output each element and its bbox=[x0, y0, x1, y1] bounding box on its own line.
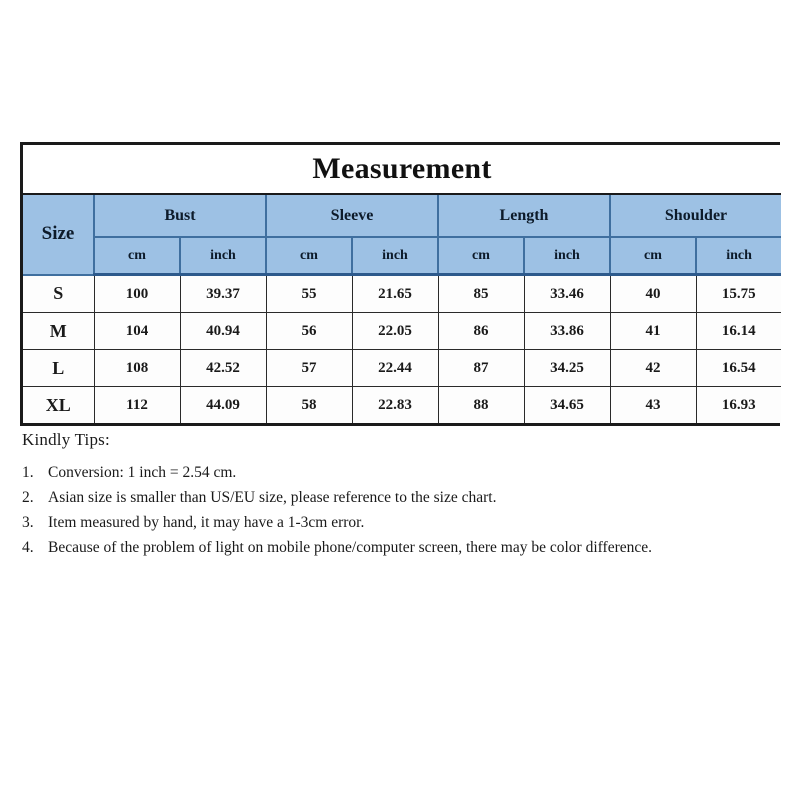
cell-bust-cm: 108 bbox=[94, 350, 180, 387]
row-size-label: L bbox=[23, 350, 94, 387]
tip-text: Asian size is smaller than US/EU size, please reference to the size chart. bbox=[48, 489, 497, 506]
measurement-table bbox=[23, 145, 781, 423]
chart-title: Measurement bbox=[23, 145, 781, 194]
header-group-shoulder: Shoulder bbox=[610, 194, 781, 237]
cell-length-inch: 34.25 bbox=[524, 350, 610, 387]
tip-text: Conversion: 1 inch = 2.54 cm. bbox=[48, 464, 237, 481]
header-group-length: Length bbox=[438, 194, 610, 237]
cell-shoulder-inch: 16.54 bbox=[696, 350, 781, 387]
table-row bbox=[23, 350, 781, 387]
cell-shoulder-cm: 42 bbox=[610, 350, 696, 387]
tips-list bbox=[22, 462, 662, 559]
cell-bust-inch: 40.94 bbox=[180, 313, 266, 350]
tip-text: Item measured by hand, it may have a 1-3cm error. bbox=[48, 514, 365, 531]
row-size-label: XL bbox=[23, 387, 94, 424]
cell-shoulder-inch: 15.75 bbox=[696, 275, 781, 313]
table-row bbox=[23, 275, 781, 313]
table-row bbox=[23, 313, 781, 350]
list-item bbox=[22, 512, 662, 534]
header-group-sleeve: Sleeve bbox=[266, 194, 438, 237]
table-group-header-row bbox=[23, 194, 781, 237]
header-unit-bust-cm: cm bbox=[94, 237, 180, 275]
tip-number: 2. bbox=[22, 489, 34, 506]
cell-bust-cm: 104 bbox=[94, 313, 180, 350]
cell-sleeve-cm: 55 bbox=[266, 275, 352, 313]
cell-sleeve-cm: 57 bbox=[266, 350, 352, 387]
header-size: Size bbox=[23, 194, 94, 275]
list-item bbox=[22, 487, 662, 509]
tips-heading: Kindly Tips: bbox=[22, 430, 110, 449]
list-item bbox=[22, 537, 662, 559]
cell-length-cm: 85 bbox=[438, 275, 524, 313]
cell-shoulder-inch: 16.14 bbox=[696, 313, 781, 350]
header-unit-shoulder-cm: cm bbox=[610, 237, 696, 275]
kindly-tips-section bbox=[22, 430, 662, 562]
cell-shoulder-cm: 43 bbox=[610, 387, 696, 424]
cell-length-inch: 33.86 bbox=[524, 313, 610, 350]
tip-number: 4. bbox=[22, 539, 34, 556]
table-row bbox=[23, 387, 781, 424]
cell-shoulder-cm: 41 bbox=[610, 313, 696, 350]
header-unit-length-cm: cm bbox=[438, 237, 524, 275]
cell-length-cm: 86 bbox=[438, 313, 524, 350]
header-unit-sleeve-inch: inch bbox=[352, 237, 438, 275]
cell-bust-inch: 44.09 bbox=[180, 387, 266, 424]
cell-length-inch: 33.46 bbox=[524, 275, 610, 313]
header-unit-bust-inch: inch bbox=[180, 237, 266, 275]
header-group-bust: Bust bbox=[94, 194, 266, 237]
row-size-label: S bbox=[23, 275, 94, 313]
tip-number: 3. bbox=[22, 514, 34, 531]
cell-sleeve-cm: 58 bbox=[266, 387, 352, 424]
row-size-label: M bbox=[23, 313, 94, 350]
cell-sleeve-inch: 22.83 bbox=[352, 387, 438, 424]
cell-bust-inch: 39.37 bbox=[180, 275, 266, 313]
cell-sleeve-cm: 56 bbox=[266, 313, 352, 350]
table-title-row bbox=[23, 145, 781, 194]
list-item bbox=[22, 462, 662, 484]
header-unit-shoulder-inch: inch bbox=[696, 237, 781, 275]
cell-length-cm: 88 bbox=[438, 387, 524, 424]
cell-shoulder-cm: 40 bbox=[610, 275, 696, 313]
header-unit-sleeve-cm: cm bbox=[266, 237, 352, 275]
cell-sleeve-inch: 22.44 bbox=[352, 350, 438, 387]
cell-bust-cm: 112 bbox=[94, 387, 180, 424]
measurement-chart bbox=[20, 142, 780, 426]
header-unit-length-inch: inch bbox=[524, 237, 610, 275]
cell-length-inch: 34.65 bbox=[524, 387, 610, 424]
cell-length-cm: 87 bbox=[438, 350, 524, 387]
cell-sleeve-inch: 22.05 bbox=[352, 313, 438, 350]
table-unit-header-row bbox=[23, 237, 781, 275]
cell-bust-cm: 100 bbox=[94, 275, 180, 313]
cell-bust-inch: 42.52 bbox=[180, 350, 266, 387]
cell-sleeve-inch: 21.65 bbox=[352, 275, 438, 313]
cell-shoulder-inch: 16.93 bbox=[696, 387, 781, 424]
tip-number: 1. bbox=[22, 464, 34, 481]
tip-text: Because of the problem of light on mobile phone/computer screen, there may be color difference. bbox=[48, 539, 652, 556]
